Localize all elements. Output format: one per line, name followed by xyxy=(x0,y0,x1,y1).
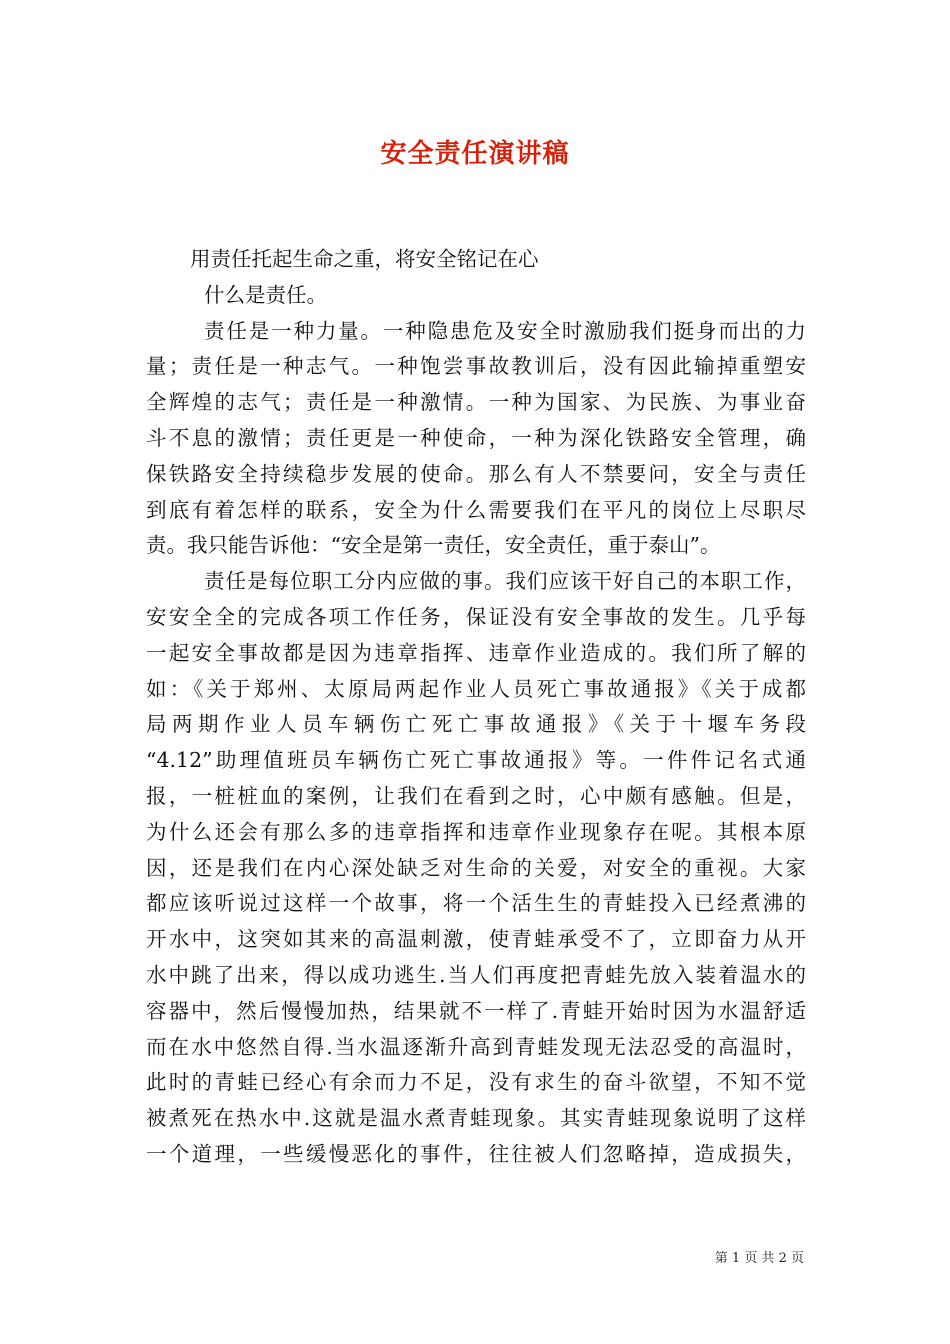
body-line: 到底有着怎样的联系，安全为什么需要我们在平凡的岗位上尽职尽 xyxy=(146,497,806,522)
body-line: 被煮死在热水中.这就是温水煮青蛙现象。其实青蛙现象说明了这样 xyxy=(146,1106,806,1131)
body-line: 责任是每位职工分内应做的事。我们应该干好自己的本职工作， xyxy=(204,569,806,594)
body-line: 都应该听说过这样一个故事，将一个活生生的青蛙投入已经煮沸的 xyxy=(146,891,806,916)
body-line: 全辉煌的志气；责任是一种激情。一种为国家、为民族、为事业奋 xyxy=(146,390,806,415)
body-line: 斗不息的激情；责任更是一种使命，一种为深化铁路安全管理，确 xyxy=(146,425,806,450)
body-line: 责任是一种力量。一种隐患危及安全时激励我们挺身而出的力 xyxy=(204,318,806,343)
body-line: 保铁路安全持续稳步发展的使命。那么有人不禁要问，安全与责任 xyxy=(146,461,806,486)
body-line: 容器中，然后慢慢加热，结果就不一样了.青蛙开始时因为水温舒适 xyxy=(146,998,806,1023)
body-line: 责。我只能告诉他：“安全是第一责任，安全责任，重于泰山”。 xyxy=(146,533,721,558)
body-line: 水中跳了出来，得以成功逃生.当人们再度把青蛙先放入装着温水的 xyxy=(146,962,806,987)
question-line: 什么是责任。 xyxy=(204,282,327,307)
body-line: 报，一桩桩血的案例，让我们在看到之时，心中颇有感触。但是， xyxy=(146,783,806,808)
body-line: 因，还是我们在内心深处缺乏对生命的关爱，对安全的重视。大家 xyxy=(146,855,806,880)
body-line: 如：《关于郑州、太原局两起作业人员死亡事故通报》《关于成都 xyxy=(146,676,806,701)
body-line: 开水中，这突如其来的高温刺激，使青蛙承受不了，立即奋力从开 xyxy=(146,927,806,952)
body-line: 此时的青蛙已经心有余而力不足，没有求生的奋斗欲望，不知不觉 xyxy=(146,1070,806,1095)
body-line: “4.12”助理值班员车辆伤亡死亡事故通报》等。一件件记名式通 xyxy=(146,748,806,773)
body-line: 一个道理，一些缓慢恶化的事件，往往被人们忽略掉，造成损失， xyxy=(146,1141,806,1166)
body-line: 一起安全事故都是因为违章指挥、违章作业造成的。我们所了解的 xyxy=(146,640,806,665)
document-title: 安全责任演讲稿 xyxy=(380,139,570,169)
body-line: 量；责任是一种志气。一种饱尝事故教训后，没有因此输掉重塑安 xyxy=(146,354,806,379)
body-line: 而在水中悠然自得.当水温逐渐升高到青蛙发现无法忍受的高温时， xyxy=(146,1034,806,1059)
body-line: 局两期作业人员车辆伤亡死亡事故通报》《关于十堰车务段 xyxy=(146,712,806,737)
document-body xyxy=(146,242,806,1173)
page-number: 第 1 页 共 2 页 xyxy=(714,1251,804,1266)
subtitle-line: 用责任托起生命之重，将安全铭记在心 xyxy=(190,247,539,271)
body-line: 安安全全的完成各项工作任务，保证没有安全事故的发生。几乎每 xyxy=(146,604,806,629)
body-line: 为什么还会有那么多的违章指挥和违章作业现象存在呢。其根本原 xyxy=(146,819,806,844)
